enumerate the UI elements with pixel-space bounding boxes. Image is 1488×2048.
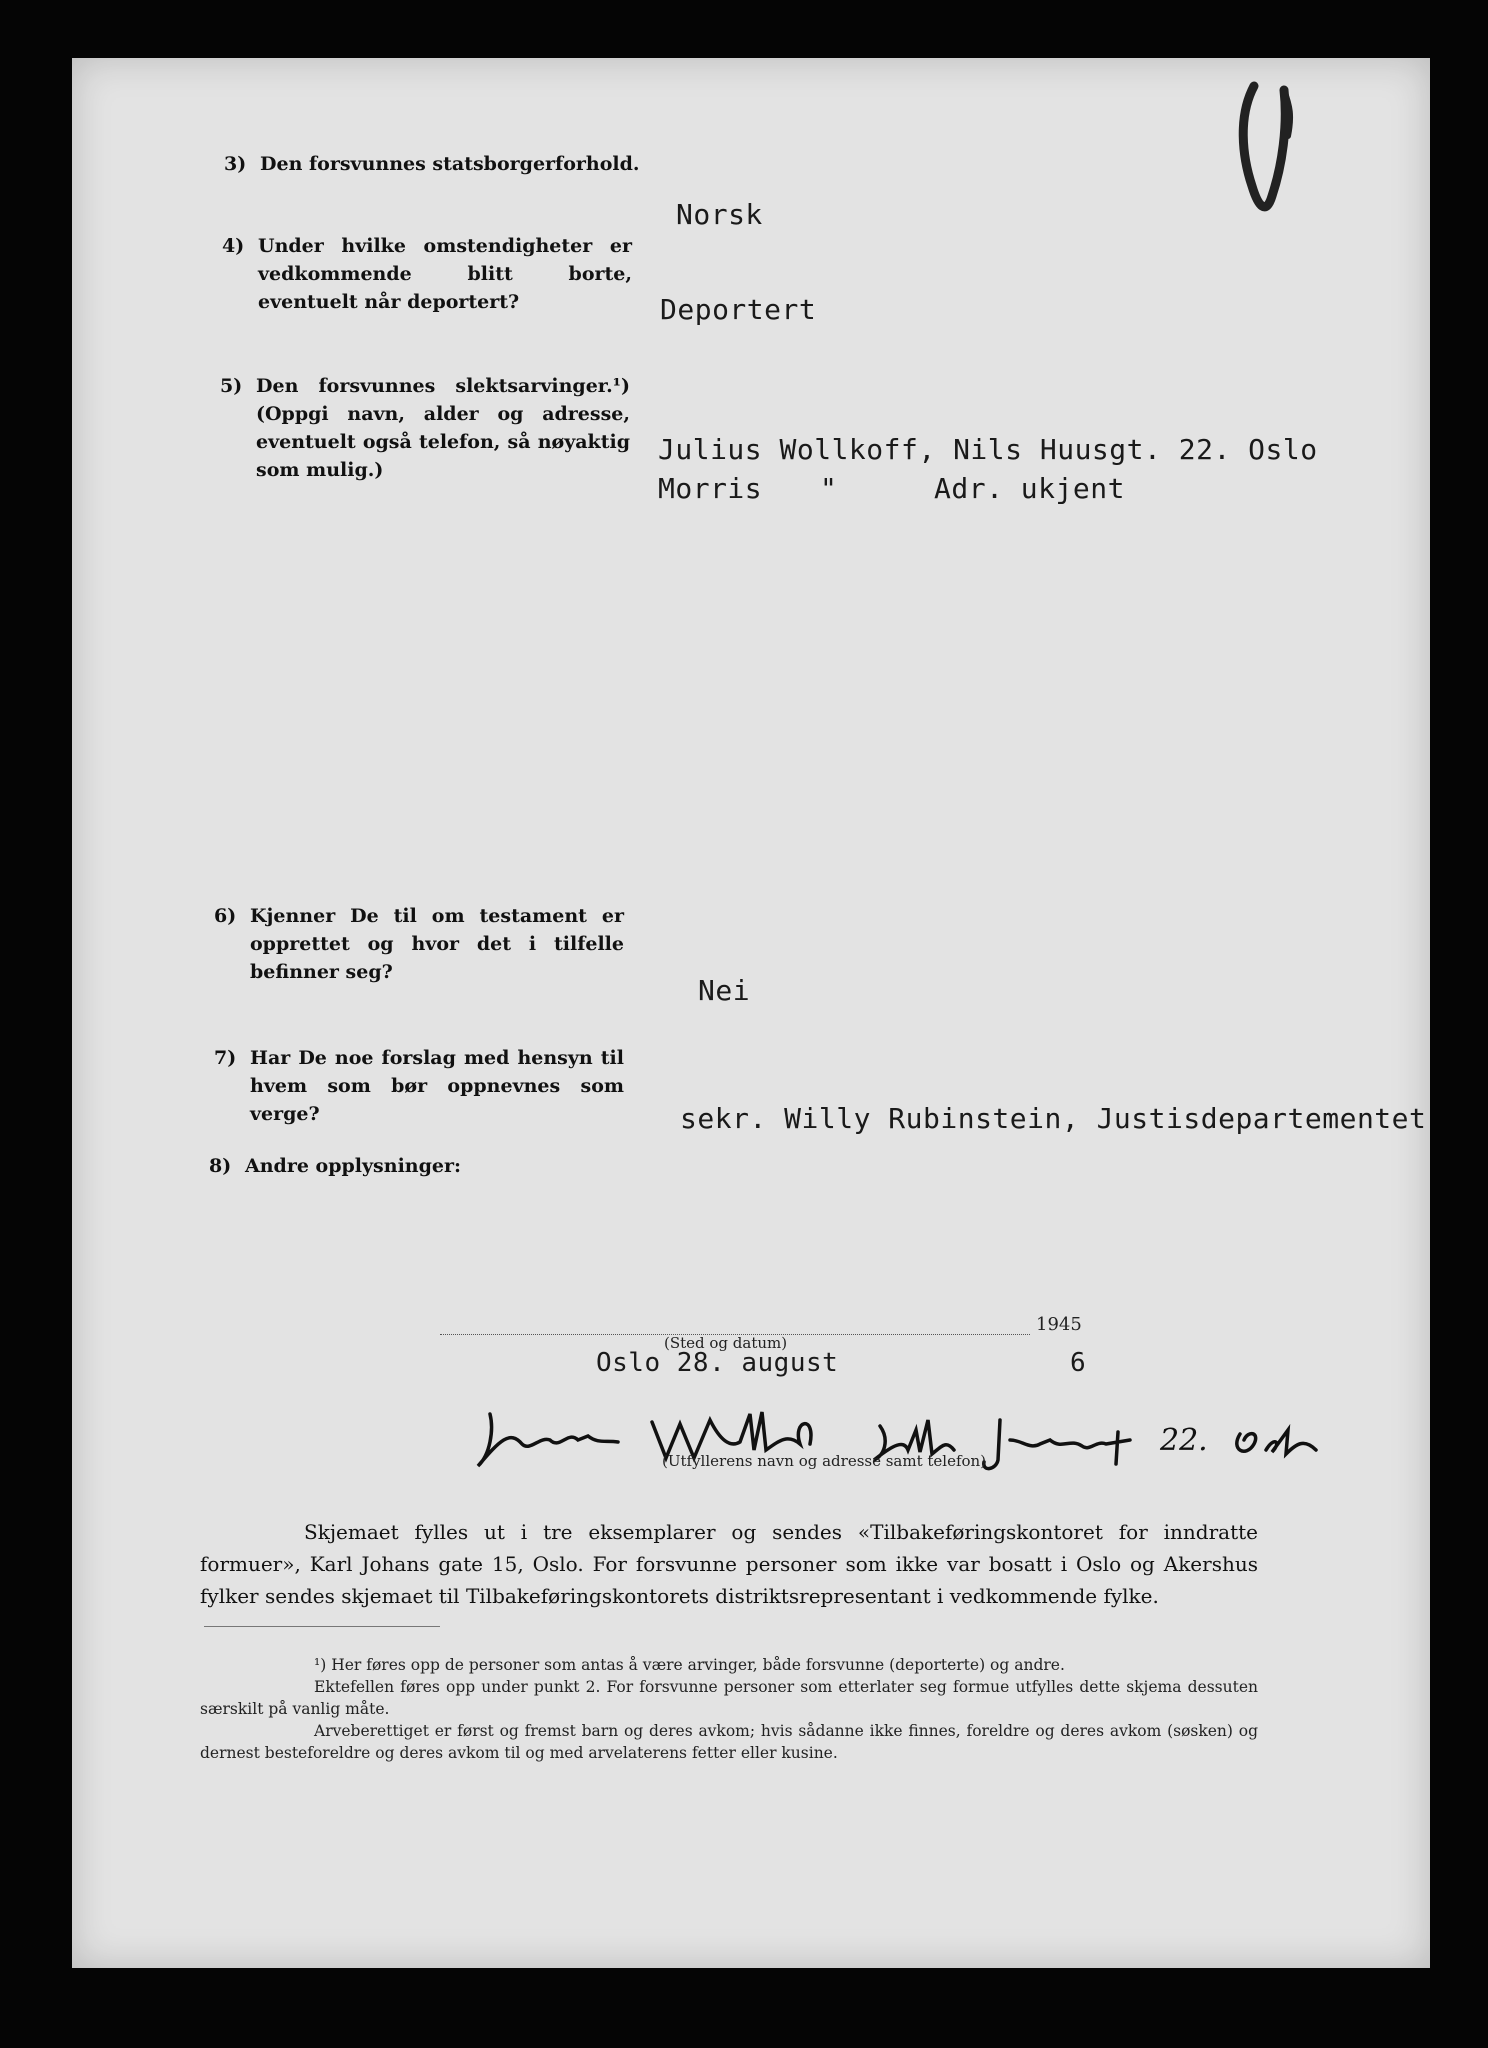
question-number: 7) (214, 1047, 237, 1069)
footnote-1-text: ¹) Her føres opp de personer som antas å være arvinger, både forsvunne (deporterte) og andre. (314, 1656, 1065, 1674)
instructions-paragraph (200, 1516, 1258, 1612)
footnote-1 (200, 1654, 1258, 1676)
year-typed: 6 (1070, 1348, 1087, 1378)
question-text: Den forsvunnes slektsarvinger.¹) (Oppgi navn, alder og adresse, eventuelt også telefon, så nøyaktig som mulig.) (256, 375, 630, 481)
place-date-value: Oslo 28. august (596, 1348, 839, 1378)
footnote-2-text: Ektefellen føres opp under punkt 2. For forsvunne personer som etterlater seg formue utfylles dette skjema dessuten særskilt på vanlig måte. (200, 1678, 1258, 1718)
question-5 (220, 372, 630, 484)
question-3 (224, 150, 640, 178)
answer-testament: Nei (698, 974, 751, 1007)
question-number: 3) (224, 153, 247, 175)
footnote-3-text: Arveberettiget er først og fremst barn og deres avkom; hvis sådanne ikke finnes, foreldre og deres avkom (søsken) og dernest besteforeldre og deres avkom til og med arvelaterens fetter eller kusine. (200, 1722, 1258, 1762)
answer-guardian: sekr. Willy Rubinstein, Justisdepartementet (680, 1102, 1427, 1135)
answer-heirs-line-2-address: Adr. ukjent (934, 472, 1125, 505)
question-text: Den forsvunnes statsborgerforhold. (260, 153, 640, 175)
answer-heirs-line-2-ditto: " (820, 472, 838, 505)
question-text: Kjenner De til om testament er opprettet og hvor det i tilfelle befinner seg? (250, 905, 624, 983)
answer-circumstances: Deportert (660, 293, 817, 326)
question-text: Under hvilke omstendigheter er vedkommende blitt borte, eventuelt når deportert? (258, 235, 632, 313)
question-number: 4) (222, 235, 245, 257)
question-number: 6) (214, 905, 237, 927)
question-6 (214, 902, 624, 986)
instructions-text: Skjemaet fylles ut i tre eksemplarer og sendes «Tilbakeføringskontoret for inndratte formuer», Karl Johans gate 15, Oslo. For forsvunne personer som ikke var bosatt i Oslo og Akershus fylker sendes skjemaet til Tilbakeføringskontorets distriktsrepresentant i vedkommende fylke. (200, 1520, 1258, 1608)
question-text: Har De noe forslag med hensyn til hvem som bør oppnevnes som verge? (250, 1047, 624, 1125)
signature-caption: (Utfyllerens navn og adresse samt telefon) (662, 1452, 987, 1470)
year-printed: 1945 (1036, 1314, 1082, 1335)
footnote-3 (200, 1720, 1258, 1764)
answer-citizenship: Norsk (676, 198, 763, 231)
answer-heirs-line-2-name: Morris (658, 472, 763, 505)
question-number: 8) (209, 1155, 232, 1177)
question-7 (214, 1044, 624, 1128)
question-4 (222, 232, 632, 316)
archive-mark-icon (1232, 76, 1302, 246)
answer-heirs-line-1: Julius Wollkoff, Nils Huusgt. 22. Oslo (658, 433, 1318, 466)
svg-text:22.: 22. (1160, 1423, 1208, 1458)
footnote-2 (200, 1676, 1258, 1720)
question-8 (209, 1152, 619, 1180)
question-number: 5) (220, 375, 243, 397)
footnote-rule (204, 1626, 440, 1627)
question-text: Andre opplysninger: (245, 1155, 461, 1177)
place-date-caption: (Sted og datum) (664, 1334, 788, 1352)
